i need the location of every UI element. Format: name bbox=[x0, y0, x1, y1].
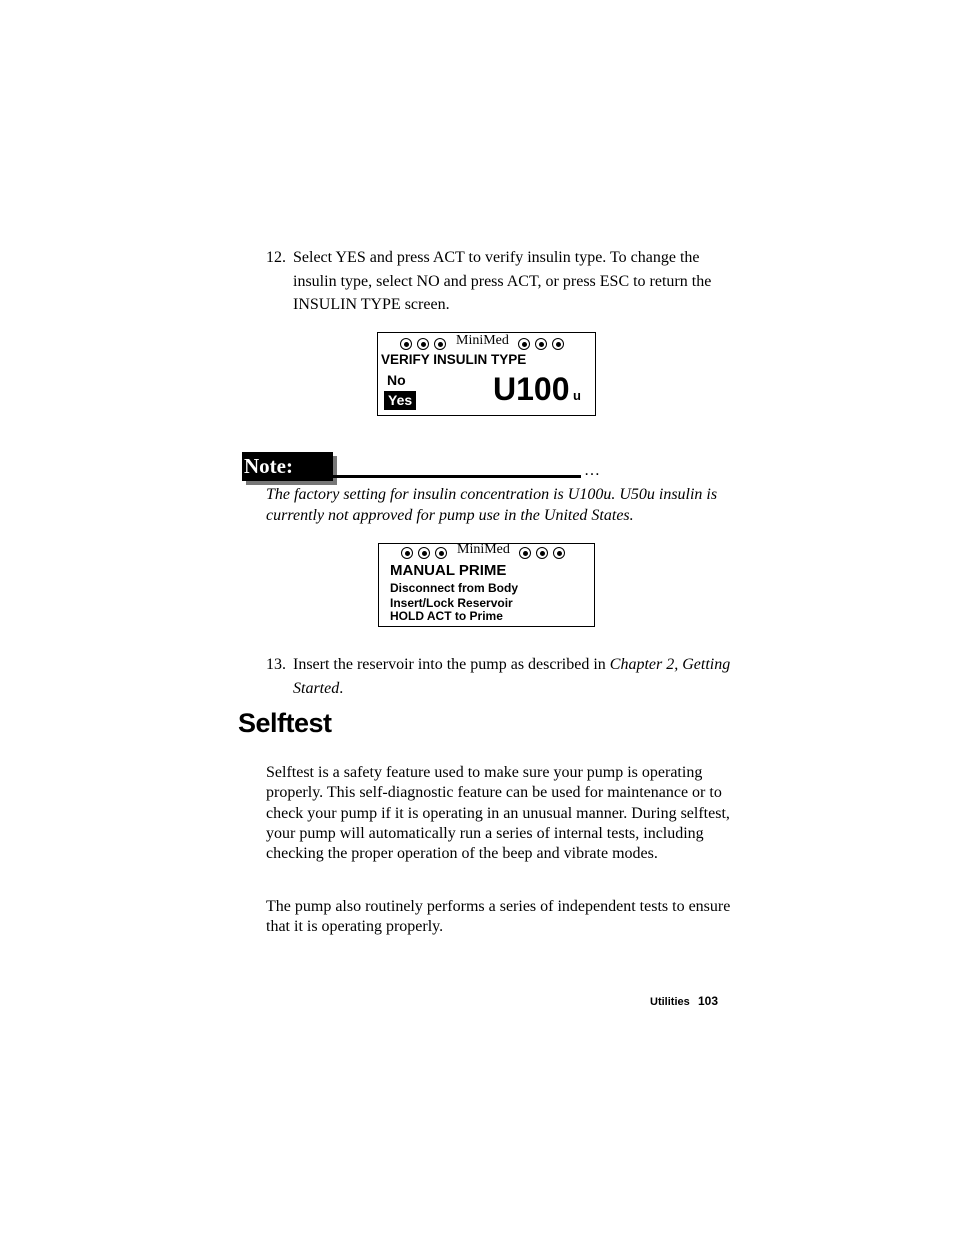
step-number: 12. bbox=[266, 249, 286, 266]
screen-brand: MiniMed bbox=[457, 542, 510, 557]
chapter-reference: Chapter 2, Getting Started bbox=[293, 656, 731, 697]
indicator-dots-right bbox=[518, 338, 564, 350]
indicator-dots-right bbox=[519, 547, 565, 559]
step-12 bbox=[266, 246, 736, 317]
pump-screen-verify-insulin bbox=[377, 332, 596, 416]
note-ellipsis: … bbox=[584, 462, 600, 479]
indicator-dot-icon bbox=[552, 338, 564, 350]
screen-line-1: Disconnect from Body bbox=[390, 581, 519, 595]
insulin-value: U100 bbox=[493, 371, 570, 407]
indicator-dot-icon bbox=[401, 547, 413, 559]
step-13 bbox=[266, 653, 736, 700]
section-heading: Selftest bbox=[238, 708, 332, 738]
option-yes-selected: Yes bbox=[384, 391, 416, 410]
note-label-text: Note: bbox=[244, 454, 293, 478]
indicator-dot-icon bbox=[435, 547, 447, 559]
screen-brand: MiniMed bbox=[456, 333, 509, 348]
step-text: Select YES and press ACT to verify insulin type. To change the insulin type, select NO and press ACT, or press ESC to return the INSULIN TYPE screen. bbox=[293, 249, 712, 313]
indicator-dot-icon bbox=[434, 338, 446, 350]
indicator-dot-icon bbox=[400, 338, 412, 350]
note-label bbox=[242, 452, 333, 481]
screen-line-2: Insert/Lock Reservoir bbox=[390, 596, 513, 610]
indicator-dots-left bbox=[401, 547, 447, 559]
page-number: 103 bbox=[698, 994, 719, 1008]
indicator-dots-left bbox=[400, 338, 446, 350]
indicator-dot-icon bbox=[519, 547, 531, 559]
step-number: 13. bbox=[266, 656, 286, 673]
selftest-paragraph-2: The pump also routinely performs a series of independent tests to ensure that it is operating properly. bbox=[266, 898, 731, 936]
indicator-dot-icon bbox=[417, 338, 429, 350]
footer-section-name: Utilities bbox=[650, 996, 690, 1008]
selftest-paragraph-1: Selftest is a safety feature used to make sure your pump is operating properly. This self-diagnostic feature can be used for maintenance or to check your pump if it is operating in an unusual manner. During selftest, your pump will automatically run a series of internal tests, including checking the proper operation of the beep and vibrate modes. bbox=[266, 764, 730, 863]
indicator-dot-icon bbox=[518, 338, 530, 350]
step-text bbox=[266, 653, 736, 700]
screen-title: VERIFY INSULIN TYPE bbox=[381, 352, 527, 367]
indicator-dot-icon bbox=[418, 547, 430, 559]
pump-screen-manual-prime bbox=[378, 543, 595, 627]
screen-title: MANUAL PRIME bbox=[390, 562, 507, 579]
indicator-dot-icon bbox=[553, 547, 565, 559]
screen-line-3: HOLD ACT to Prime bbox=[390, 609, 503, 623]
note-rule bbox=[333, 475, 581, 478]
step-text-part: . bbox=[339, 679, 344, 697]
option-no: No bbox=[387, 372, 406, 388]
indicator-dot-icon bbox=[535, 338, 547, 350]
note-text: The factory setting for insulin concentration is U100u. U50u insulin is currently not approved for pump use in the United States. bbox=[266, 486, 718, 524]
indicator-dot-icon bbox=[536, 547, 548, 559]
insulin-unit: u bbox=[573, 388, 581, 403]
step-text-part: Insert the reservoir into the pump as described in bbox=[293, 656, 610, 673]
